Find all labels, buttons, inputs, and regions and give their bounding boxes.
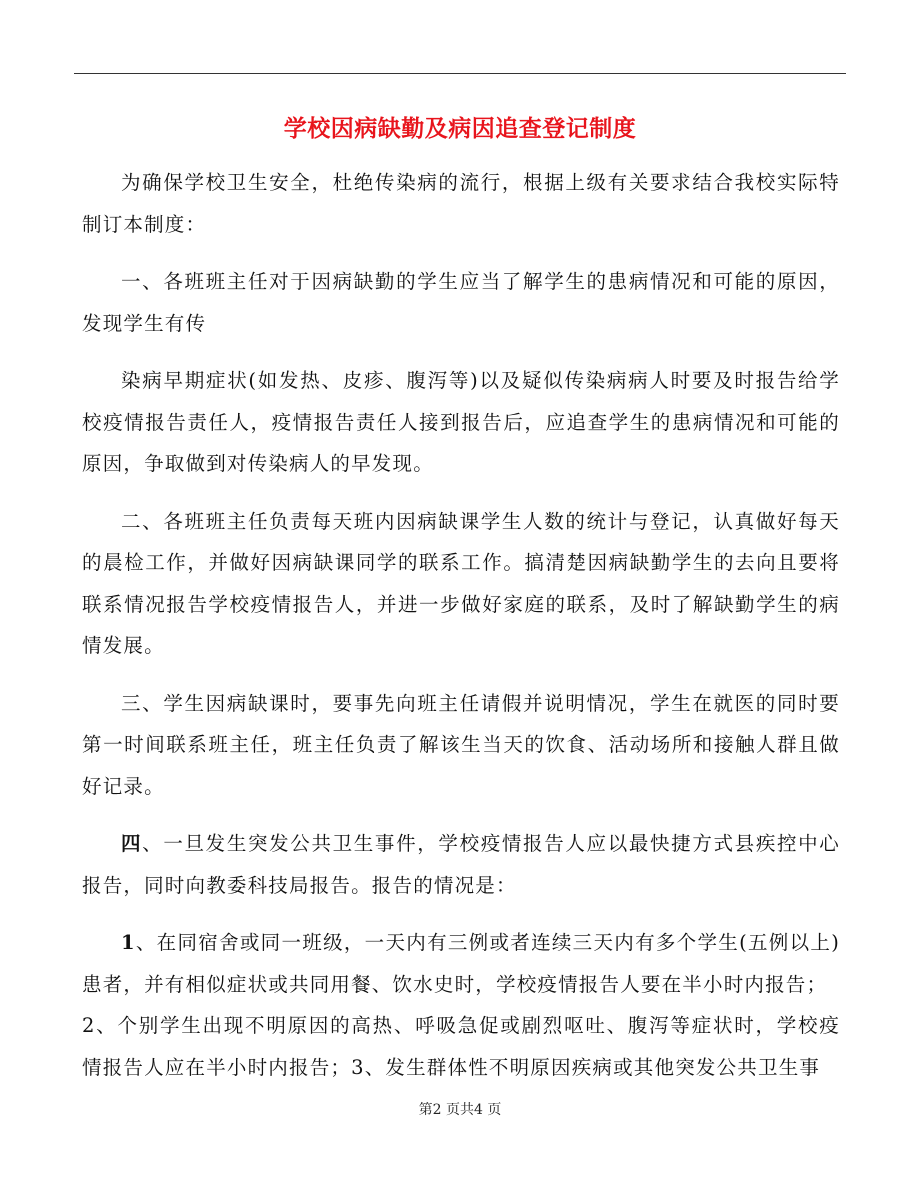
paragraph-5-text: 、在同宿舍或同一班级，一天内有三例或者连续三天内有多个学生(五例以上)患者，并有相似症状或共同用餐、饮水史时，学校疫情报告人要在半小时内报告；: [82, 931, 840, 996]
paragraph-2: 二、各班班主任负责每天班内因病缺课学生人数的统计与登记，认真做好每天的晨检工作，并做好因病缺课同学的联系工作。搞清楚因病缺勤学生的去向且要将联系情况报告学校疫情报告人，并进一步做好家庭的联系，及时了解缺勤学生的病情发展。: [82, 509, 840, 657]
paragraph-intro: 为确保学校卫生安全，杜绝传染病的流行，根据上级有关要求结合我校实际特制订本制度：: [82, 171, 840, 236]
page-indicator: 第2 页共4 页: [418, 1102, 502, 1118]
paragraph-5b: 2、个别学生出现不明原因的高热、呼吸急促或剧烈呕吐、腹泻等症状时，学校疫情报告人应在半小时内报告；3、发生群体性不明原因疾病或其他突发公共卫生事: [82, 1014, 840, 1079]
document-title: 学校因病缺勤及病因追查登记制度: [283, 115, 637, 142]
paragraph-4-lead: 四: [121, 832, 143, 855]
header-rule: [74, 73, 846, 74]
paragraph-5: [82, 922, 840, 1005]
document-body: [82, 162, 840, 1088]
paragraph-4-text: 、一旦发生突发公共卫生事件，学校疫情报告人应以最快捷方式县疾控中心报告，同时向教委科技局报告。报告的情况是：: [82, 832, 840, 897]
paragraph-4: [82, 823, 840, 906]
paragraph-1b: 染病早期症状(如发热、皮疹、腹泻等)以及疑似传染病病人时要及时报告给学校疫情报告责任人，疫情报告责任人接到报告后，应追查学生的患病情况和可能的原因，争取做到对传染病人的早发现。: [82, 369, 840, 475]
paragraph-1a: 一、各班班主任对于因病缺勤的学生应当了解学生的患病情况和可能的原因，发现学生有传: [82, 270, 840, 335]
paragraph-5-lead: 1: [121, 931, 136, 954]
paragraph-3: 三、学生因病缺课时，要事先向班主任请假并说明情况，学生在就医的同时要第一时间联系班主任，班主任负责了解该生当天的饮食、活动场所和接触人群且做好记录。: [82, 691, 840, 798]
